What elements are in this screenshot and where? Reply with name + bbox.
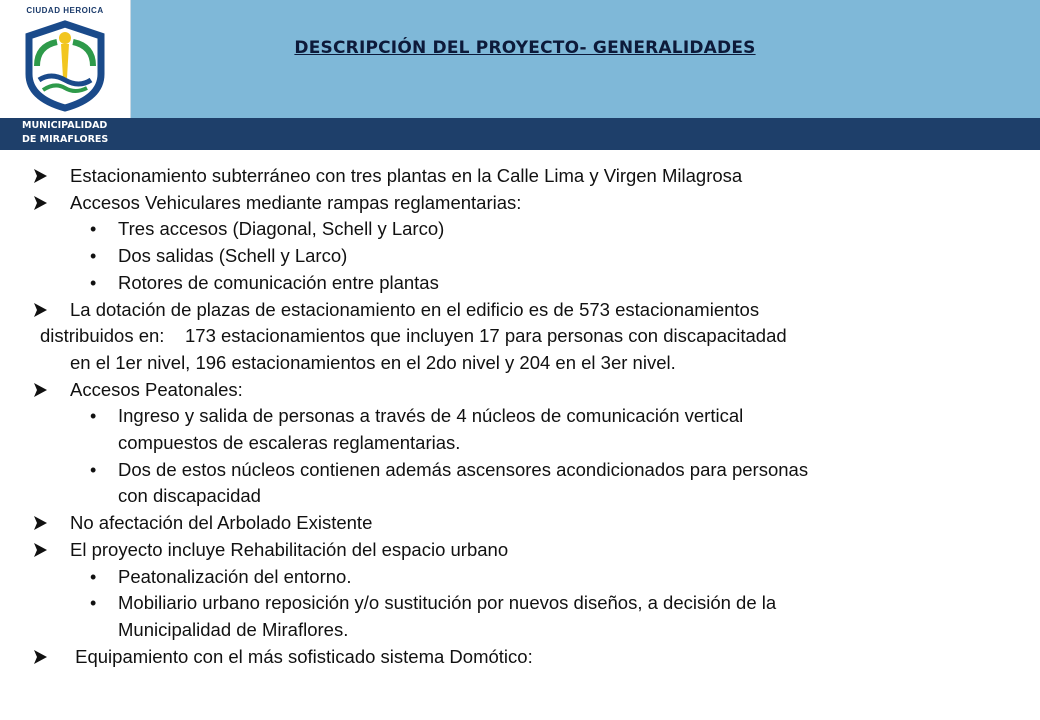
list-item-text: Peatonalización del entorno.: [118, 565, 352, 587]
list-item-text: Ingreso y salida de personas a través de 4 núcleos de comunicación vertical: [118, 405, 744, 427]
dot-bullet-icon: •: [90, 406, 97, 427]
list-item-text: Accesos Vehiculares mediante rampas reglamentarias:: [70, 191, 522, 213]
municipality-line-2: DE MIRAFLORES: [22, 134, 109, 145]
arrow-bullet-icon: [32, 510, 50, 536]
list-item-text: No afectación del Arbolado Existente: [70, 512, 373, 534]
municipal-emblem-icon: [17, 16, 113, 112]
municipality-label: [22, 119, 108, 147]
arrow-bullet-icon: [32, 377, 50, 403]
arrow-bullet-icon: [32, 297, 50, 323]
list-item-text: El proyecto incluye Rehabilitación del espacio urbano: [70, 538, 509, 560]
list-item-text: Tres accesos (Diagonal, Schell y Larco): [118, 218, 445, 240]
logo: [0, 0, 131, 118]
dot-bullet-icon: •: [90, 219, 97, 240]
dot-bullet-icon: •: [90, 246, 97, 267]
municipality-line-1: MUNICIPALIDAD: [22, 120, 108, 131]
arrow-bullet-icon: [32, 537, 50, 563]
dot-bullet-icon: •: [90, 566, 97, 587]
list-item-text: en el 1er nivel, 196 estacionamientos en el 2do nivel y 204 en el 3er nivel.: [70, 351, 676, 373]
list-item-text: Dos salidas (Schell y Larco): [118, 245, 348, 267]
header-band: [0, 0, 1040, 118]
list-item-text: Equipamiento con el más sofisticado sistema Domótico:: [70, 645, 533, 667]
list-item-text: Estacionamiento subterráneo con tres plantas en la Calle Lima y Virgen Milagrosa: [70, 165, 743, 186]
list-item-text: compuestos de escaleras reglamentarias.: [118, 432, 461, 453]
list-item-text: distribuidos en: 173 estacionamientos que incluyen 17 para personas con discapacitadad: [40, 325, 787, 347]
arrow-bullet-icon: [32, 190, 50, 216]
list-item-text: Municipalidad de Miraflores.: [118, 618, 349, 640]
arrow-bullet-icon: [32, 644, 50, 670]
list-item-text: La dotación de plazas de estacionamiento en el edificio es de 573 estacionamientos: [70, 298, 760, 320]
list-item-text: con discapacidad: [118, 485, 261, 507]
list-item-text: Accesos Peatonales:: [70, 378, 243, 400]
dot-bullet-icon: •: [90, 593, 97, 614]
page-title: DESCRIPCIÓN DEL PROYECTO- GENERALIDADES: [294, 38, 756, 58]
arrow-bullet-icon: [32, 163, 50, 189]
list-item-text: Dos de estos núcleos contienen además ascensores acondicionados para personas: [118, 458, 809, 480]
dot-bullet-icon: •: [90, 459, 97, 480]
list-item-text: Rotores de comunicación entre plantas: [118, 271, 439, 293]
list-item-text: Mobiliario urbano reposición y/o sustitución por nuevos diseños, a decisión de la: [118, 592, 777, 614]
dot-bullet-icon: •: [90, 272, 97, 293]
navy-band: [0, 118, 1040, 150]
logo-top-text: CIUDAD HEROICA: [26, 6, 104, 15]
